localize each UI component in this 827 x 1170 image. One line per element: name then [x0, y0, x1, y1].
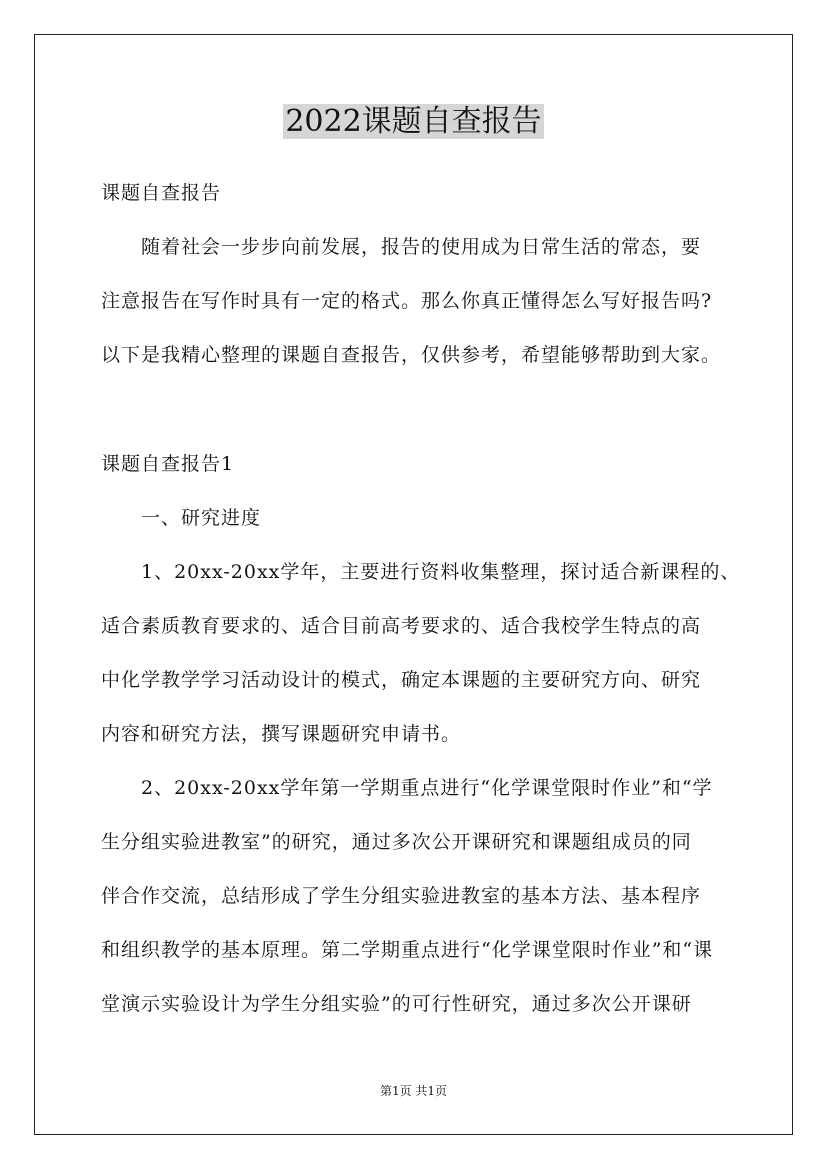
item2-line-4: 和组织教学的基本原理。第二学期重点进行“化学课堂限时作业”和“课 [101, 939, 714, 961]
subheading: 一、研究进度 [141, 507, 262, 529]
item1-line-3: 中化学教学学习活动设计的模式，确定本课题的主要研究方向、研究 [101, 669, 702, 691]
document-title: 2022课题自查报告 [285, 104, 542, 139]
item1-line-1: 1、20xx-20xx学年，主要进行资料收集整理，探讨适合新课程的、 [141, 561, 741, 583]
item2-line-3: 伴合作交流，总结形成了学生分组实验进教室的基本方法、基本程序 [101, 885, 702, 907]
intro-line-2: 注意报告在写作时具有一定的格式。那么你真正懂得怎么写好报告吗? [101, 290, 713, 312]
intro-line-1: 随着社会一步步向前发展，报告的使用成为日常生活的常态，要 [141, 236, 702, 258]
item1-line-2: 适合素质教育要求的、适合目前高考要求的、适合我校学生特点的高 [101, 615, 702, 637]
page-number-footer: 第1页 共1页 [379, 1084, 448, 1098]
item2-line-1: 2、20xx-20xx学年第一学期重点进行“化学课堂限时作业”和“学 [141, 777, 713, 799]
section-heading: 课题自查报告1 [101, 453, 235, 475]
document-subtitle: 课题自查报告 [101, 182, 222, 204]
intro-line-3: 以下是我精心整理的课题自查报告，仅供参考，希望能够帮助到大家。 [101, 344, 722, 366]
item2-line-2: 生分组实验进教室”的研究，通过多次公开课研究和课题组成员的同 [101, 831, 692, 853]
item2-line-5: 堂演示实验设计为学生分组实验”的可行性研究，通过多次公开课研 [101, 993, 692, 1015]
item1-line-4: 内容和研究方法，撰写课题研究申请书。 [101, 723, 462, 745]
